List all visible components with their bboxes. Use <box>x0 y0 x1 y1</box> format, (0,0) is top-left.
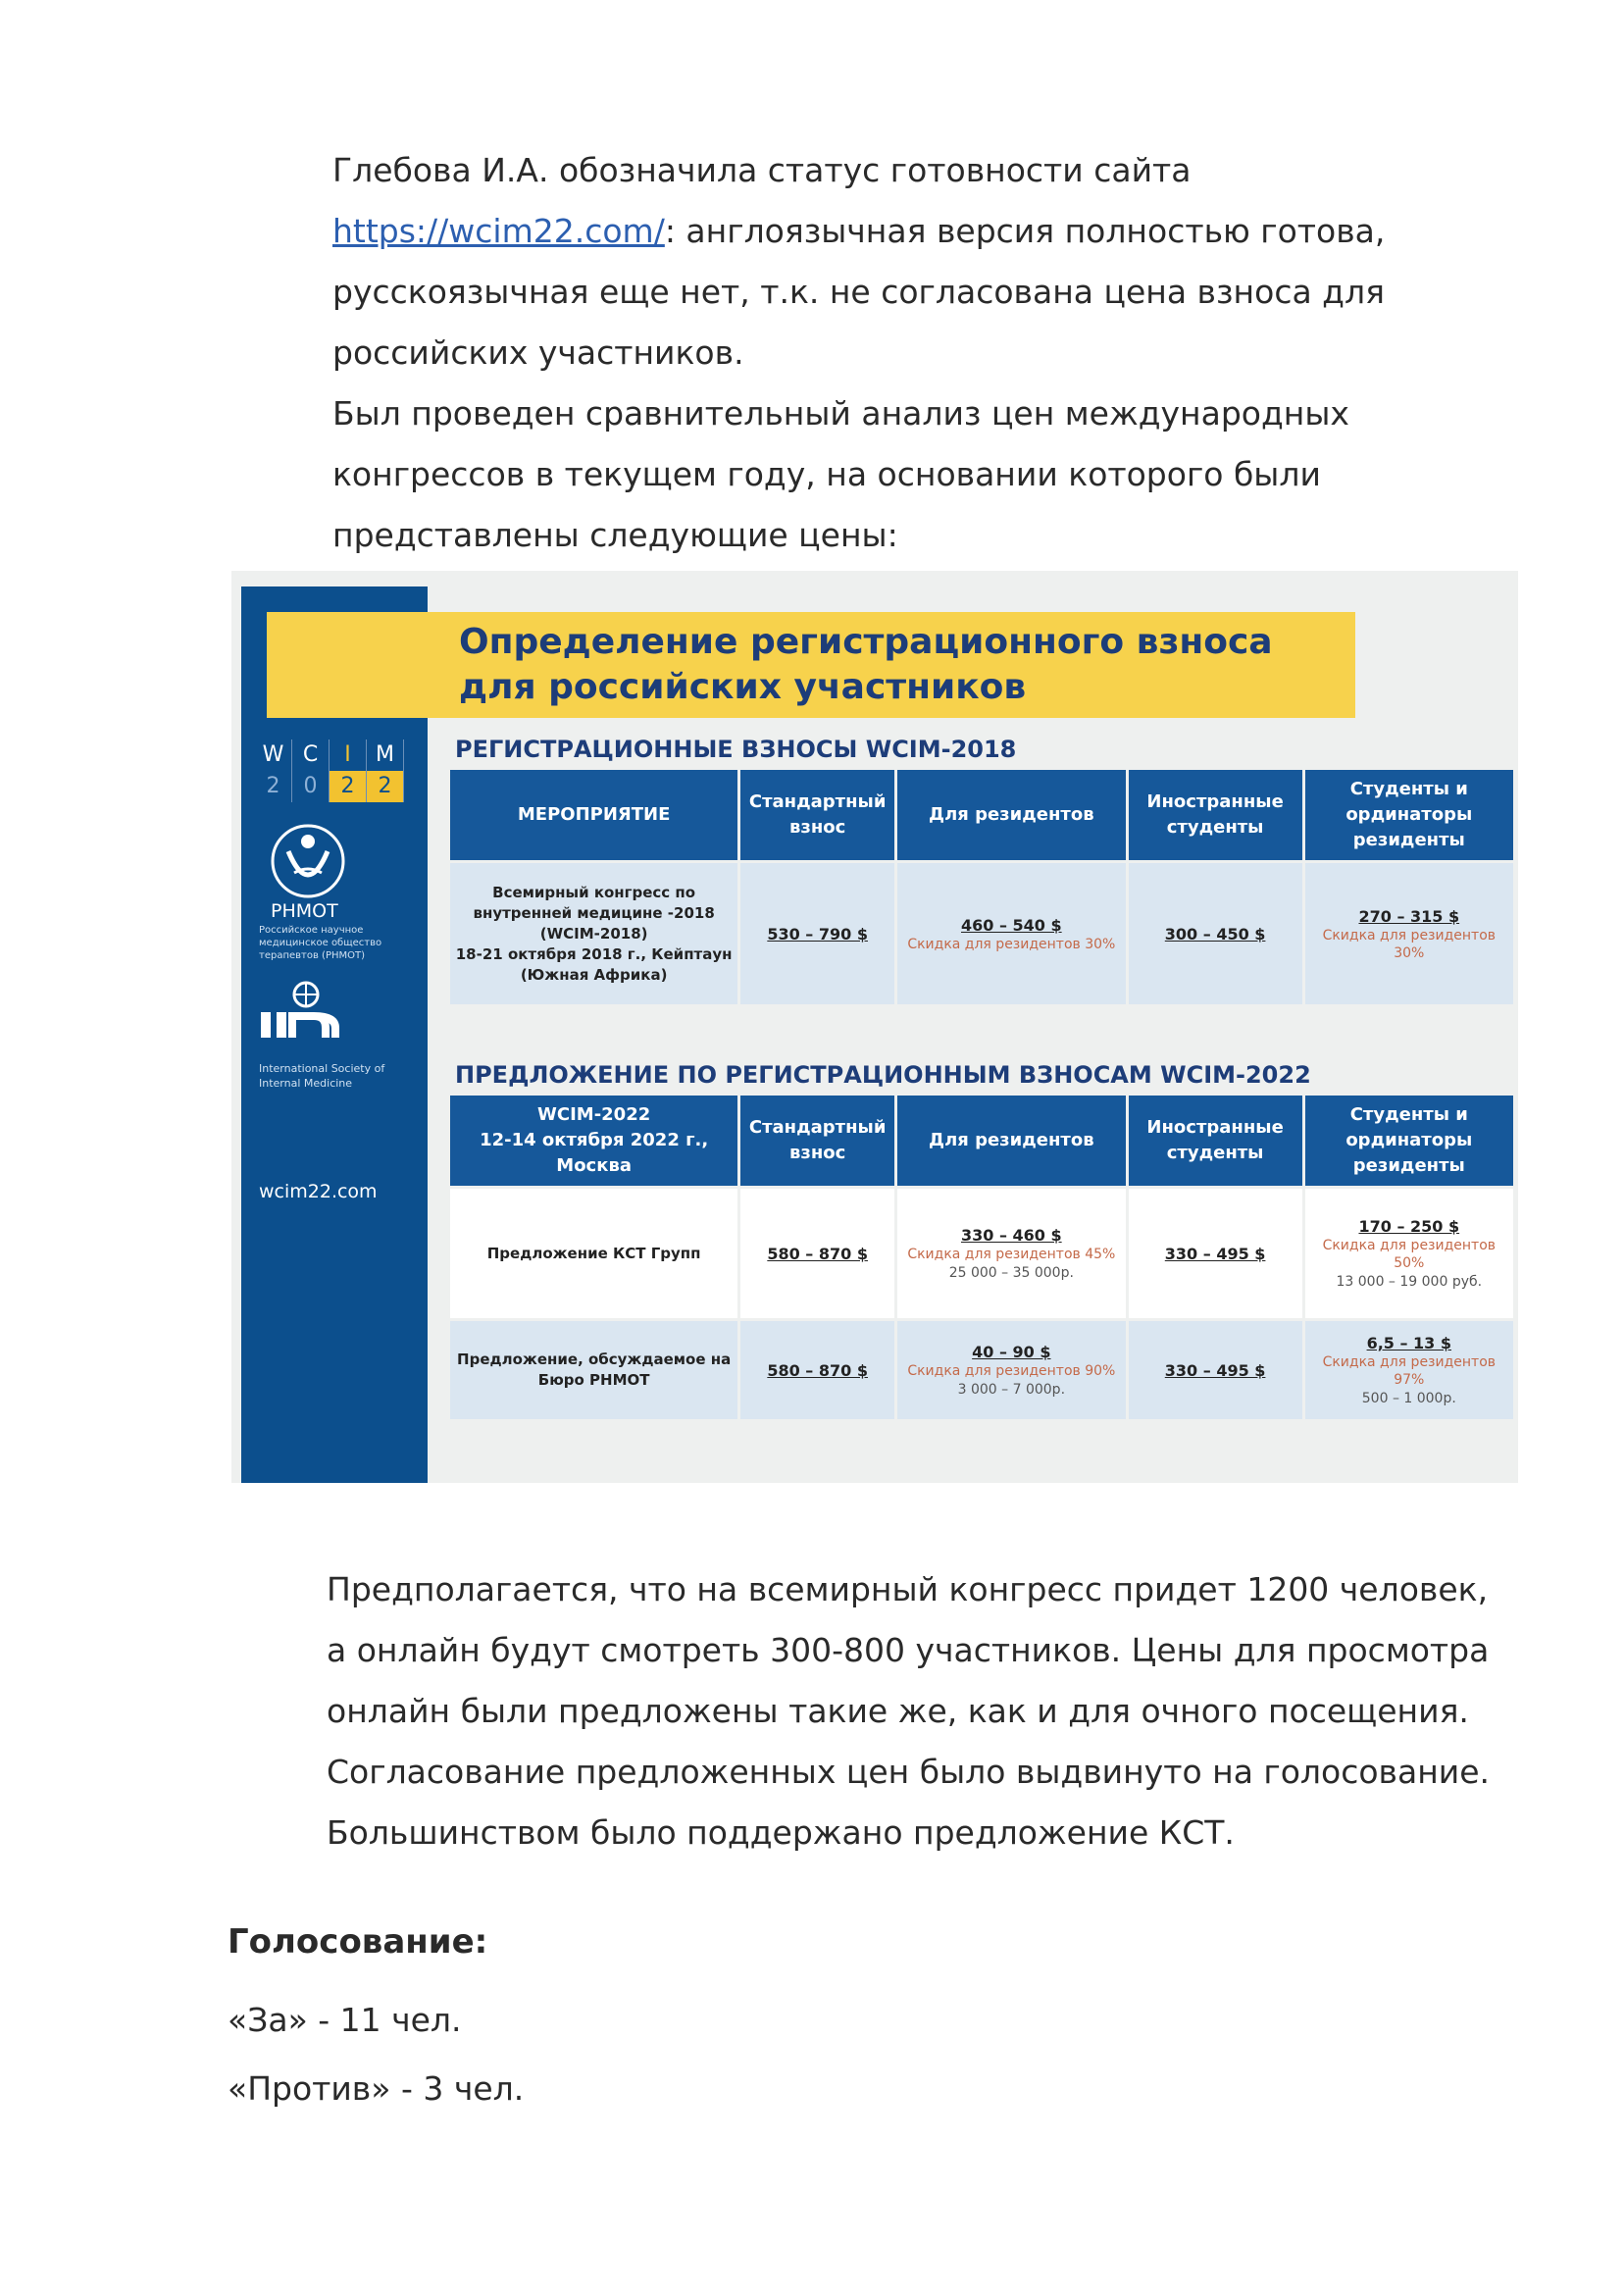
intro-line-7: представлены следующие цены: <box>332 516 898 554</box>
vote-against: «Против» - 3 чел. <box>228 2069 525 2108</box>
site-label: wcim22.com <box>259 1181 378 1202</box>
header-foreign: Иностранные студенты <box>1129 1096 1302 1186</box>
isim-logo-icon <box>257 979 355 1042</box>
residents-cell: 40 – 90 $ Скидка для резидентов 90% 3 000 – 7 000р. <box>897 1321 1126 1419</box>
fees-table-2022 <box>447 1093 1516 1422</box>
table-row <box>450 1321 1513 1419</box>
intro-line-4: российских участников. <box>332 333 744 372</box>
standard-cell: 530 – 790 $ <box>740 863 894 1004</box>
event-cell: Всемирный конгресс по внутренней медицине -2018 (WCIM-2018) 18-21 октября 2018 г., Кейптаун (Южная Африка) <box>450 863 737 1004</box>
rnmot-subtitle: Российское научное медицинское общество терапевтов (РНМОТ) <box>259 925 382 961</box>
vote-heading: Голосование: <box>228 1922 488 1962</box>
proposal-name: Предложение КСТ Групп <box>450 1189 737 1318</box>
intro-paragraph <box>332 140 1470 566</box>
rnmot-label: РНМОТ <box>271 900 338 922</box>
foreign-cell: 330 – 495 $ <box>1129 1189 1302 1318</box>
intro-line-1: Глебова И.А. обозначила статус готовности сайта <box>332 151 1192 189</box>
proposal-name: Предложение, обсуждаемое на Бюро РНМОТ <box>450 1321 737 1419</box>
body-line-1: Предполагается, что на всемирный конгресс придет 1200 человек, <box>327 1570 1489 1608</box>
residents-cell: 460 – 540 $ Скидка для резидентов 30% <box>897 863 1126 1004</box>
residents-cell: 330 – 460 $ Скидка для резидентов 45% 25 000 – 35 000р. <box>897 1189 1126 1318</box>
header-students: Студенты и ординаторы резиденты <box>1305 1096 1513 1186</box>
students-cell: 6,5 – 13 $ Скидка для резидентов 97% 500 – 1 000р. <box>1305 1321 1513 1419</box>
body-line-3: онлайн были предложены такие же, как и для очного посещения. <box>327 1692 1469 1730</box>
foreign-cell: 300 – 450 $ <box>1129 863 1302 1004</box>
vote-for: «За» - 11 чел. <box>228 2001 462 2039</box>
body-paragraph <box>327 1559 1494 1863</box>
standard-cell: 580 – 870 $ <box>740 1189 894 1318</box>
fees-table-2018 <box>447 767 1516 1007</box>
section-title-2022: ПРЕДЛОЖЕНИЕ ПО РЕГИСТРАЦИОННЫМ ВЗНОСАМ WCIM-2022 <box>455 1061 1311 1089</box>
intro-line-2 <box>332 201 1470 262</box>
slide-sidebar <box>241 586 428 1483</box>
rnmot-emblem-icon <box>269 822 347 900</box>
header-residents: Для резидентов <box>897 1096 1126 1186</box>
foreign-cell: 330 – 495 $ <box>1129 1321 1302 1419</box>
slide-banner <box>261 612 1355 718</box>
isim-subtitle: International Society of Internal Medicine <box>259 1062 385 1090</box>
header-event-2022: WCIM-2022 12-14 октября 2022 г., Москва <box>450 1096 737 1186</box>
header-event: МЕРОПРИЯТИЕ <box>450 770 737 860</box>
table-row <box>450 1189 1513 1318</box>
site-link[interactable]: https://wcim22.com/ <box>332 212 665 250</box>
wcim-logo: W C I M 2 0 2 2 <box>255 739 404 802</box>
header-standard: Стандартный взнос <box>740 770 894 860</box>
section-title-2018: РЕГИСТРАЦИОННЫЕ ВЗНОСЫ WCIM-2018 <box>455 736 1017 763</box>
header-students: Студенты и ординаторы резиденты <box>1305 770 1513 860</box>
body-line-4: Согласование предложенных цен было выдвинуто на голосование. <box>327 1753 1491 1791</box>
intro-line-2-rest: : англоязычная версия полностью готова, <box>664 212 1386 250</box>
header-standard: Стандартный взнос <box>740 1096 894 1186</box>
slide-title: Определение регистрационного взноса для российских участников <box>459 622 1273 707</box>
intro-line-3: русскоязычная еще нет, т.к. не согласована цена взноса для <box>332 273 1385 311</box>
body-line-5: Большинством было поддержано предложение КСТ. <box>327 1813 1235 1852</box>
intro-line-6: конгрессов в текущем году, на основании которого были <box>332 455 1321 493</box>
header-foreign: Иностранные студенты <box>1129 770 1302 860</box>
body-line-2: а онлайн будут смотреть 300-800 участников. Цены для просмотра <box>327 1631 1490 1669</box>
standard-cell: 580 – 870 $ <box>740 1321 894 1419</box>
students-cell: 270 – 315 $ Скидка для резидентов 30% <box>1305 863 1513 1004</box>
fee-slide <box>231 571 1518 1483</box>
students-cell: 170 – 250 $ Скидка для резидентов 50% 13 000 – 19 000 руб. <box>1305 1189 1513 1318</box>
header-residents: Для резидентов <box>897 770 1126 860</box>
intro-line-5: Был проведен сравнительный анализ цен международных <box>332 394 1349 433</box>
